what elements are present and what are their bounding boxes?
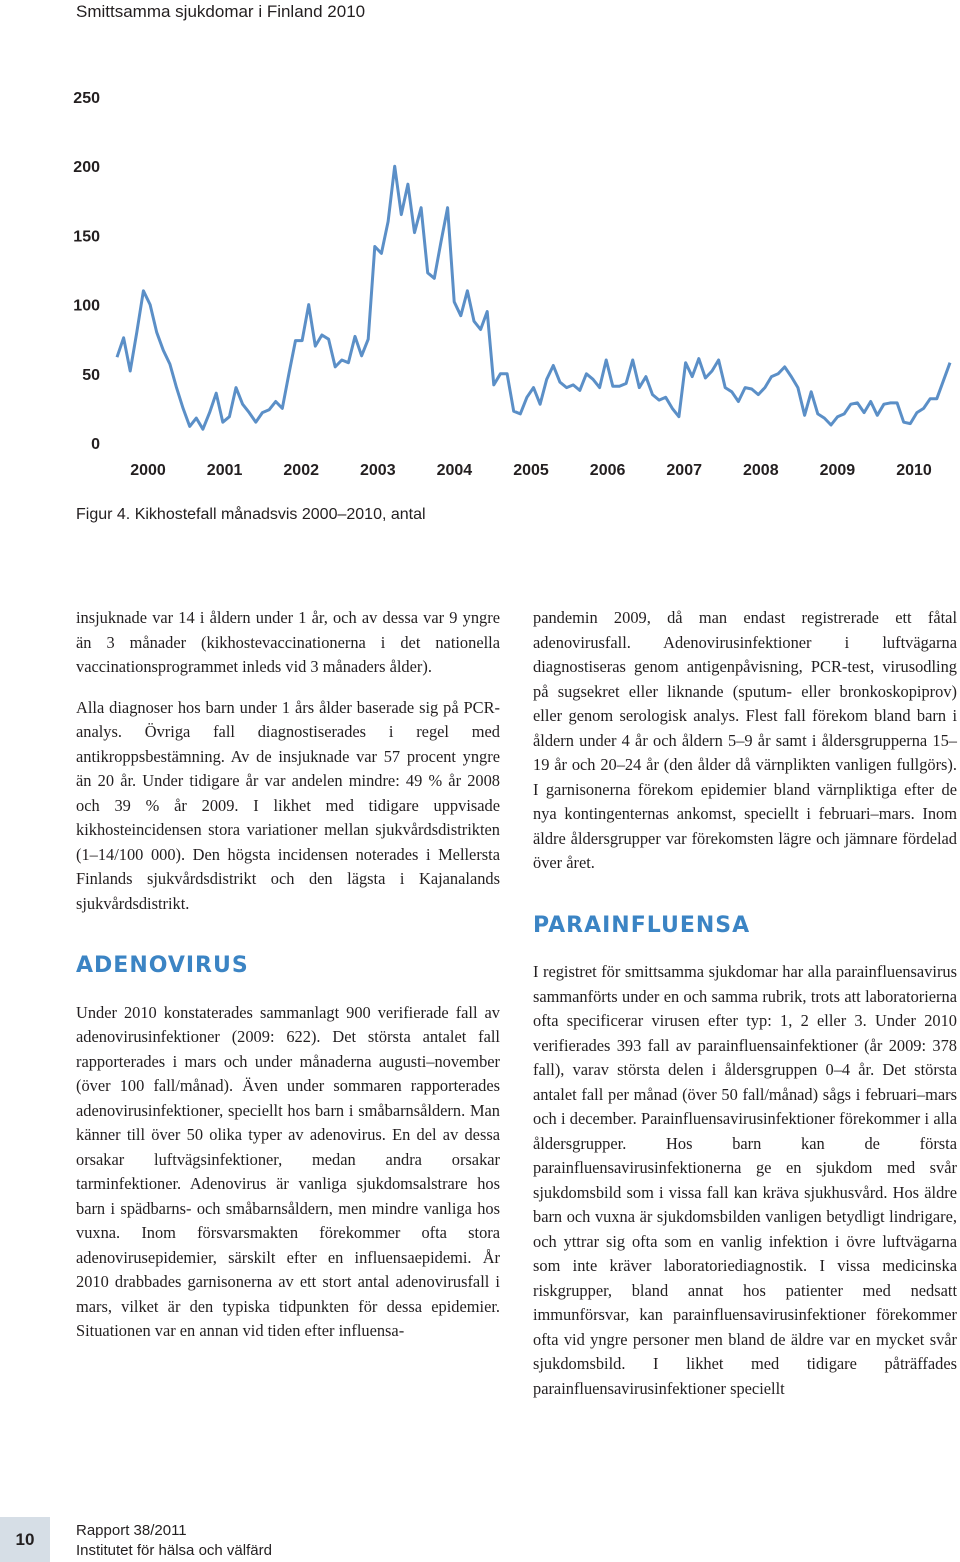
- x-axis-year-labels: [130, 462, 932, 479]
- figure-caption: Figur 4. Kikhostefall månadsvis 2000–2010, antal: [76, 506, 426, 523]
- x-tick-label: 2000: [130, 462, 166, 479]
- publisher: Institutet för hälsa och välfärd: [76, 1542, 272, 1559]
- x-tick-label: 2010: [896, 462, 932, 479]
- paragraph: I registret för smittsamma sjukdomar har alla parainfluensavirus sammanförts under en och samma rubrik, trots att laboratorierna ofta specificerar virusen efter typ: 1, 2 eller 3. Under 2010 verifierades 393 fall av parainfluensainfektioner (år 2009: 378 fall), varav största delen i åldersgruppen 0–4 år. Det största antalet fall per månad (över 50 fall/månad) sågs i februari–mars och i december. Parainfluensavirusinfektioner förekommer i alla åldersgrupper. Hos barn kan de första parainfluensavirusinfektionerna ge en sjukdom med svår sjukdomsbild som i vissa fall kan kräva sjukhusvård. Hos äldre barn och vuxna är sjukdomsbilden vanligen betydligt lindrigare, och yttrar sig ofta som en vanlig infektion i övre luftvägarna som inte kräver laboratoriediagnostik. I vissa medicinska riskgrupper, bland annat hos patienter med nedsatt immunförsvar, kan parainfluensavirusinfektioner förekommer ofta vid yngre personer men bland de äldre var en mycket svår sjukdomsbild. I likhet med tidigare påträffades parainfluensavirusinfektioner speciellt: [533, 962, 957, 1398]
- left-column: [76, 606, 500, 1344]
- x-tick-label: 2001: [206, 462, 243, 479]
- section-heading-parainfluensa: PARAINFLUENSA: [533, 912, 751, 938]
- paragraph: pandemin 2009, då man endast registrerade ett fåtal adenovirusfall. Adenovirusinfektioner i luftvägarna diagnostiseras genom antigenpåvisning, PCR-test, virusodling på sugsekret eller liknande (sputum- eller bronkoskopiprov) eller genom serologisk analys. Flest fall förekom bland barn i åldern under 4 år och åldern 5–9 år samt i åldersgrupperna 15–19 år och 20–24 år (den ålder då värnplikten vanligen fullgörs). I garnisonerna förekom epidemier bland värnpliktiga efter de nya kontingenternas ankomst, speciellt i februari–mars. Inom äldre åldersgrupper var förekomsten lägre och jämnare fördelad över året.: [533, 608, 957, 872]
- y-axis-ticks: [73, 90, 100, 453]
- y-tick-label: 250: [73, 90, 100, 107]
- series-line-kikhostefall: [117, 166, 950, 429]
- x-tick-label: 2006: [589, 462, 626, 479]
- x-tick-label: 2009: [819, 462, 856, 479]
- x-tick-label: 2004: [436, 462, 473, 479]
- y-tick-label: 150: [73, 228, 100, 246]
- y-tick-label: 100: [73, 297, 100, 315]
- y-tick-label: 200: [73, 159, 100, 177]
- x-tick-label: 2007: [666, 462, 702, 479]
- right-column: [533, 606, 957, 1401]
- line-chart: [0, 0, 960, 500]
- y-tick-label: 50: [82, 366, 100, 384]
- x-tick-label: 2003: [360, 462, 396, 479]
- section-heading-adenovirus: ADENOVIRUS: [76, 953, 249, 978]
- paragraph: Under 2010 konstaterades sammanlagt 900 verifierade fall av adenovirusinfektioner (2009: 622). Det största antalet fall rapporterades i mars och under månaderna augusti–november (över 100 fall/månad). Även under sommaren rapporterades adenovirusinfektioner, speciellt hos barn i småbarnsåldern. Man känner till över 50 olika typer av adenovirus. En del av dessa orsakar luftvägsinfektioner, medan andra orsakar tarminfektioner. Adenovirus är vanliga sjukdomsalstrare hos barn i spädbarns- och småbarnsåldern, men mindre vanliga hos vuxna. Inom försvarsmakten förekommer ofta stora adenovirusepidemier, särskilt efter en influensaepidemi. År 2010 drabbades garnisonerna av ett stort antal adenovirusfall i mars, vilket är den typiska tidpunkten för dessa epidemier. Situationen var en annan vid tiden efter influensa-: [76, 1002, 500, 1340]
- y-tick-label: 0: [91, 436, 100, 453]
- page-number: 10: [0, 1517, 50, 1562]
- footer: [76, 1521, 272, 1561]
- x-tick-label: 2002: [283, 462, 319, 479]
- paragraph: Alla diagnoser hos barn under 1 års ålder baserade sig på PCR-analys. Övriga fall diagnostiserades i regel med antikroppsbestämning. Av de insjuknade var 57 procent yngre än 20 år. Under tidigare år var andelen mindre: 49 % år 2008 och 39 % år 2009. I likhet med tidigare uppvisade kikhosteincidensen stora variationer mellan sjukvårdsdistrikten (1–14/100 000). Den högsta incidensen noterades i Mellersta Finlands sjukvårdsdistrikt och den lägsta i Kajanalands sjukvårdsdistrikt.: [76, 697, 500, 913]
- x-tick-label: 2005: [513, 462, 549, 479]
- running-header: Smittsamma sjukdomar i Finland 2010: [76, 2, 366, 21]
- report-number: Rapport 38/2011: [76, 1522, 187, 1539]
- x-tick-label: 2008: [743, 462, 779, 479]
- paragraph: insjuknade var 14 i åldern under 1 år, och av dessa var 9 yngre än 3 månader (kikhostevaccinationerna i det nationella vaccinationsprogrammet inleds vid 3 månaders ålder).: [76, 608, 500, 676]
